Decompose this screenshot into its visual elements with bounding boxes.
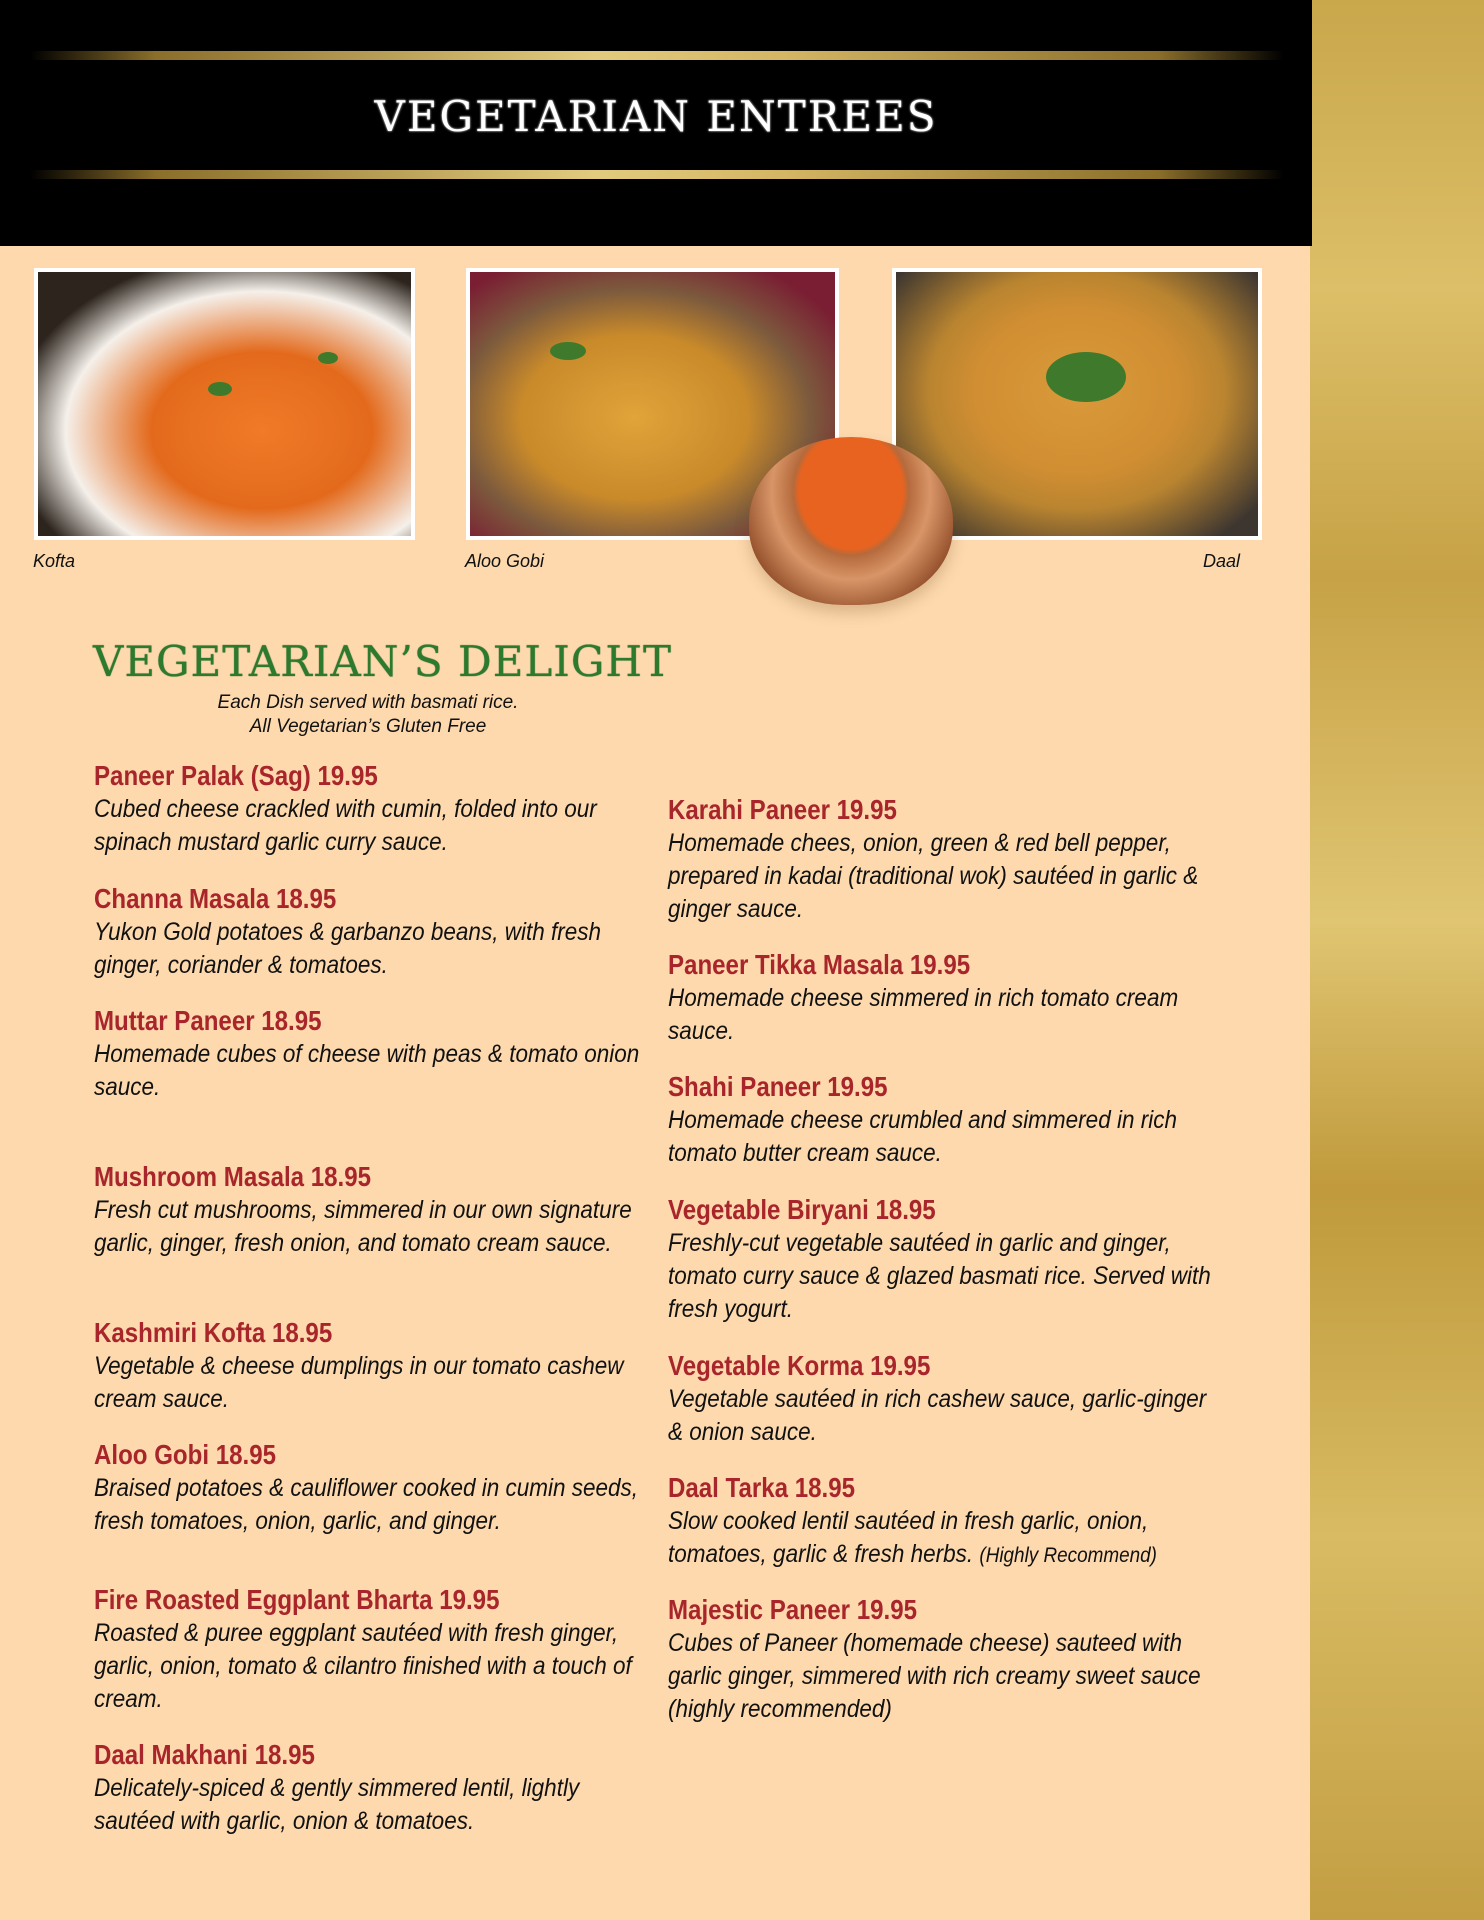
menu-item-description: Cubes of Paneer (homemade cheese) sauteed with garlic ginger, simmered with rich creamy sweet sauce (highly recommended): [668, 1629, 1201, 1723]
menu-item-description: Homemade cubes of cheese with peas & tomato onion sauce.: [94, 1040, 640, 1101]
section-title: VEGETARIAN’S DELIGHT: [93, 637, 673, 686]
menu-item-name: Daal Tarka 18.95: [668, 1472, 855, 1503]
menu-item-description: Freshly-cut vegetable sautéed in garlic and ginger, tomato curry sauce & glazed basmati rice. Served with fresh yogurt.: [668, 1229, 1211, 1323]
menu-item: [94, 882, 654, 982]
menu-item-description-text: Slow cooked lentil sautéed in fresh garlic, onion, tomatoes, garlic & fresh herbs.: [668, 1507, 1149, 1568]
menu-item-name: Paneer Tikka Masala 19.95: [668, 949, 971, 980]
garnish-icon: [318, 352, 338, 364]
curry-bowl-image: [749, 437, 953, 605]
menu-item: [668, 948, 1228, 1048]
photo-caption-daal: Daal: [1203, 551, 1241, 571]
menu-item-name: Vegetable Korma 19.95: [668, 1350, 931, 1381]
menu-item-name: Paneer Palak (Sag) 19.95: [94, 760, 378, 791]
menu-item: [94, 1438, 654, 1538]
menu-item: [668, 1349, 1228, 1449]
menu-item-description: Vegetable sautéed in rich cashew sauce, garlic-ginger & onion sauce.: [668, 1385, 1207, 1446]
menu-item: [94, 1160, 654, 1260]
menu-item-name: Kashmiri Kofta 18.95: [94, 1317, 333, 1348]
menu-item-description: Yukon Gold potatoes & garbanzo beans, with fresh ginger, coriander & tomatoes.: [94, 918, 601, 979]
menu-item-name: Vegetable Biryani 18.95: [668, 1194, 936, 1225]
menu-item-description: Homemade cheese crumbled and simmered in rich tomato butter cream sauce.: [668, 1106, 1177, 1167]
kofta-photo: [34, 268, 415, 540]
menu-item-description: Homemade cheese simmered in rich tomato cream sauce.: [668, 984, 1179, 1045]
gold-rule-top: [30, 51, 1284, 60]
menu-item: [94, 1004, 654, 1104]
gold-rule-bottom: [30, 170, 1284, 179]
garnish-icon: [550, 342, 586, 360]
menu-item: [94, 759, 654, 859]
menu-item: [668, 793, 1228, 926]
menu-item: [668, 1193, 1228, 1326]
menu-item-description: Fresh cut mushrooms, simmered in our own signature garlic, ginger, fresh onion, and tomato cream sauce.: [94, 1196, 632, 1257]
menu-item-name: Aloo Gobi 18.95: [94, 1439, 276, 1470]
menu-item-description: Homemade chees, onion, green & red bell pepper, prepared in kadai (traditional wok) sautéed in garlic & ginger sauce.: [668, 829, 1199, 923]
menu-item-name: Fire Roasted Eggplant Bharta 19.95: [94, 1584, 500, 1615]
menu-item-name: Mushroom Masala 18.95: [94, 1161, 372, 1192]
menu-item-name: Channa Masala 18.95: [94, 883, 337, 914]
menu-item: [94, 1738, 654, 1838]
menu-item: [668, 1593, 1228, 1726]
menu-item: [94, 1316, 654, 1416]
section-note-rice: Each Dish served with basmati rice.: [217, 692, 519, 713]
menu-item-name: Daal Makhani 18.95: [94, 1739, 315, 1770]
photo-caption-aloo-gobi: Aloo Gobi: [465, 551, 545, 571]
menu-item-description: Cubed cheese crackled with cumin, folded into our spinach mustard garlic curry sauce.: [94, 795, 597, 856]
recommendation-note: (Highly Recommend): [979, 1544, 1157, 1567]
menu-item-name: Majestic Paneer 19.95: [668, 1594, 917, 1625]
menu-item: [668, 1070, 1228, 1170]
menu-item-name: Muttar Paneer 18.95: [94, 1005, 322, 1036]
menu-item-description: Vegetable & cheese dumplings in our tomato cashew cream sauce.: [94, 1352, 624, 1413]
menu-item-name: Shahi Paneer 19.95: [668, 1071, 888, 1102]
menu-item: [668, 1471, 1228, 1572]
menu-item-description: [668, 1505, 1226, 1572]
page-title: VEGETARIAN ENTREES: [374, 92, 938, 141]
garnish-icon: [208, 382, 232, 396]
menu-item-description: Delicately-spiced & gently simmered lentil, lightly sautéed with garlic, onion & tomatoes.: [94, 1774, 580, 1835]
menu-item-name: Karahi Paneer 19.95: [668, 794, 897, 825]
header-banner: [0, 0, 1312, 246]
photo-caption-kofta: Kofta: [33, 551, 76, 571]
garnish-icon: [1046, 352, 1126, 402]
menu-item-description: Roasted & puree eggplant sautéed with fresh ginger, garlic, onion, tomato & cilantro finished with a touch of cream.: [94, 1619, 632, 1713]
gold-side-strip: [1310, 0, 1484, 1920]
menu-item-description: Braised potatoes & cauliflower cooked in cumin seeds, fresh tomatoes, onion, garlic, and ginger.: [94, 1474, 639, 1535]
menu-item: [94, 1583, 654, 1716]
section-note-gluten-free: All Vegetarian’s Gluten Free: [249, 716, 487, 737]
